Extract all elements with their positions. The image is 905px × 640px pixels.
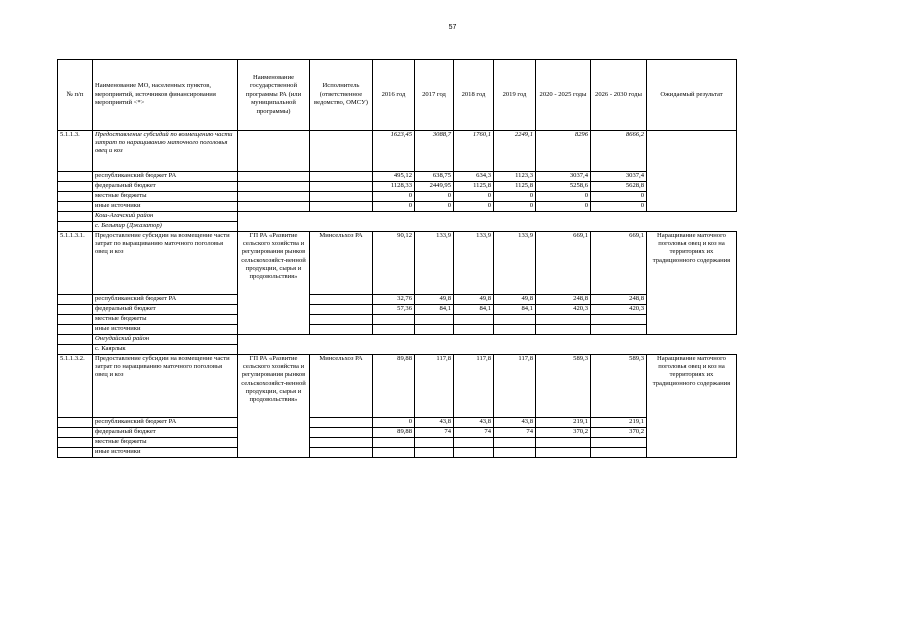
block3-row-local [58, 438, 737, 448]
page-number: 57 [448, 24, 457, 31]
block1-name: Предоставление субсидий по возмещению части затрат по наращиванию маточного поголовья овец и коз [93, 131, 238, 172]
block2-village: с. Бельтир (Джазатор) [93, 222, 238, 232]
block3-executor: Минсельхоз РА [310, 355, 373, 418]
block2-executor: Минсельхоз РА [310, 232, 373, 295]
block2-main-row: 5.1.1.3.1. Предоставление субсидии на возмещение части затрат по выращиванию маточного поголовья овец и коз ГП РА «Развитие сельского хозяйства и регулирования рынков сельскохозяйст-венной продукции, сырья и продовольствия» Минсельхоз РА 90,12 133,9 133,9 133,9 669,1 669,1 Наращивание маточного поголовья овец и коз на территориях их традиционного содержания [58, 232, 737, 295]
block1-value-2019: 2249,1 [494, 131, 536, 172]
block2-name: Предоставление субсидии на возмещение части затрат по выращиванию маточного поголовья овец и коз [93, 232, 238, 295]
block2-row-label: местные бюджеты [93, 315, 238, 325]
block2-row-label: республиканский бюджет РА [93, 295, 238, 305]
block2-num: 5.1.1.3.1. [58, 232, 93, 295]
block3-district-row [58, 335, 737, 345]
block2-row-local [58, 315, 737, 325]
header-name: Наименование МО, населенных пунктов, мероприятий, источников финансирования мероприятий <*> [93, 60, 238, 131]
header-2018: 2018 год [454, 60, 494, 131]
block2-row-federal: федеральный бюджет 57,36 84,1 84,1 84,1 420,3 420,3 [58, 305, 737, 315]
block2-result: Наращивание маточного поголовья овец и коз на территориях их традиционного содержания [647, 232, 737, 335]
block2-program: ГП РА «Развитие сельского хозяйства и регулирования рынков сельскохозяйст-венной продукции, сырья и продовольствия» [238, 232, 310, 335]
header-2026-2030: 2026 - 2030 годы [591, 60, 647, 131]
header-program: Наименование государственной программы РА (или муниципальной программы) [238, 60, 310, 131]
block1-row-federal: федеральный бюджет 1128,33 2449,95 1125,8 1125,8 5258,6 5628,8 [58, 182, 737, 192]
block3-program: ГП РА «Развитие сельского хозяйства и регулирования рынков сельскохозяйст-венной продукции, сырья и продовольствия» [238, 355, 310, 458]
block3-district: Онгудайский район [93, 335, 238, 345]
block1-row-republic: республиканский бюджет РА 495,12 638,75 634,3 1123,3 3037,4 3037,4 [58, 172, 737, 182]
block3-main-row: 5.1.1.3.2. Предоставление субсидии на возмещение части затрат по наращиванию маточного поголовья овец и коз ГП РА «Развитие сельского хозяйства и регулирования рынков сельскохозяйст-венной продукции, сырья и продовольствия» Минсельхоз РА 89,88 117,8 117,8 117,8 589,3 589,3 Наращивание маточного поголовья овец и коз на территориях их традиционного содержания [58, 355, 737, 418]
block1-value-2016: 1623,45 [373, 131, 415, 172]
block1-row-local: местные бюджеты 0 0 0 0 0 0 [58, 192, 737, 202]
block1-value-2017: 3088,7 [415, 131, 454, 172]
header-executor: Исполнитель (ответственное ведомство, ОМСУ) [310, 60, 373, 131]
block3-row-label: иные источники [93, 448, 238, 458]
block2-row-label: иные источники [93, 325, 238, 335]
block1-num: 5.1.1.3. [58, 131, 93, 172]
header-2017: 2017 год [415, 60, 454, 131]
block1-row-label: иные источники [93, 202, 238, 212]
block3-row-federal: федеральный бюджет 89,88 74 74 74 370,2 370,2 [58, 428, 737, 438]
header-row [58, 60, 737, 131]
block1-row-label: республиканский бюджет РА [93, 172, 238, 182]
block1-value-2020-2025: 8296 [536, 131, 591, 172]
block3-row-label: республиканский бюджет РА [93, 418, 238, 428]
block2-row-label: федеральный бюджет [93, 305, 238, 315]
block1-row-other: иные источники 0 0 0 0 0 0 [58, 202, 737, 212]
block3-result: Наращивание маточного поголовья овец и коз на территориях их традиционного содержания [647, 355, 737, 458]
block2-village-row [58, 222, 737, 232]
block1-value-2026-2030: 8666,2 [591, 131, 647, 172]
program-table [57, 59, 737, 458]
header-2019: 2019 год [494, 60, 536, 131]
block3-row-label: федеральный бюджет [93, 428, 238, 438]
block3-row-republic: республиканский бюджет РА 0 43,8 43,8 43,8 219,1 219,1 [58, 418, 737, 428]
block2-row-other [58, 325, 737, 335]
block3-num: 5.1.1.3.2. [58, 355, 93, 418]
block2-row-republic: республиканский бюджет РА 32,76 49,8 49,8 49,8 248,8 248,8 [58, 295, 737, 305]
header-2016: 2016 год [373, 60, 415, 131]
header-2020-2025: 2020 - 2025 годы [536, 60, 591, 131]
block1-row-label: местные бюджеты [93, 192, 238, 202]
header-num: № п/п [58, 60, 93, 131]
block1-row-label: федеральный бюджет [93, 182, 238, 192]
block3-row-other [58, 448, 737, 458]
block3-name: Предоставление субсидии на возмещение части затрат по наращиванию маточного поголовья овец и коз [93, 355, 238, 418]
header-result: Ожидаемый результат [647, 60, 737, 131]
block2-district-row [58, 212, 737, 222]
block3-village-row [58, 345, 737, 355]
block2-district: Кош-Агачский район [93, 212, 238, 222]
block1-main-row [58, 131, 737, 172]
block3-village: с. Каярлык [93, 345, 238, 355]
block3-row-label: местные бюджеты [93, 438, 238, 448]
block1-value-2018: 1760,1 [454, 131, 494, 172]
